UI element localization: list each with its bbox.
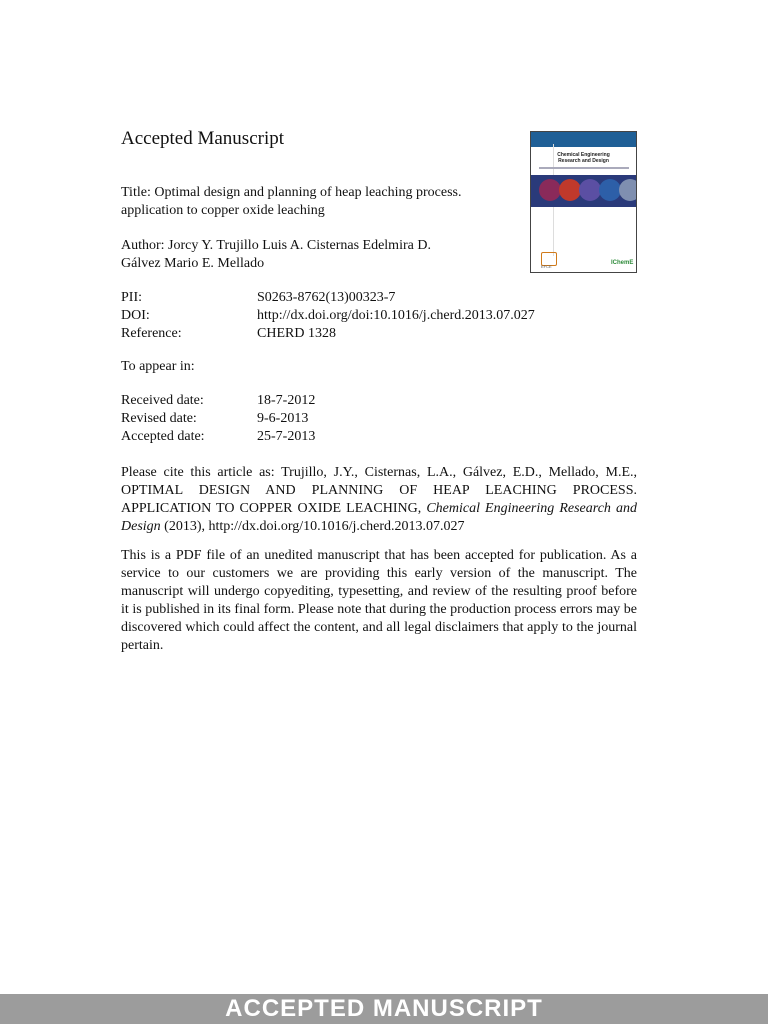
cover-circle-2 xyxy=(559,179,581,201)
identifier-row xyxy=(121,289,535,307)
cover-journal-line: Chemical Engineering xyxy=(557,152,610,158)
article-authors xyxy=(121,237,501,273)
page-title: Accepted Manuscript xyxy=(121,128,285,149)
date-value: 25-7-2013 xyxy=(257,429,316,444)
appear-in-label: To appear in: xyxy=(121,359,195,374)
pii-value: S0263-8762(13)00323-7 xyxy=(257,290,396,305)
cover-journal-title xyxy=(531,152,636,164)
date-row xyxy=(121,392,315,410)
identifier-label: DOI: xyxy=(121,308,150,323)
citation-doi[interactable]: (2013), http://dx.doi.org/10.1016/j.cherd.2013.07.027 xyxy=(160,519,465,534)
banner-text: ACCEPTED MANUSCRIPT xyxy=(225,995,543,1022)
date-value: 18-7-2012 xyxy=(257,393,316,408)
date-row xyxy=(121,428,315,446)
identifier-row xyxy=(121,307,535,325)
cover-circle-5 xyxy=(619,179,637,201)
efce-label: EFCE xyxy=(541,264,552,269)
article-title-line: application to copper oxide leaching xyxy=(121,203,325,218)
identifier-label: Reference: xyxy=(121,326,182,341)
manuscript-notice: This is a PDF file of an unedited manuscript that has been accepted for publication. As a service to our customers we are providing this early version of the manuscript. The manuscript will undergo copyediting, typesetting, and review of the resulting proof before it is published in its final form. Please note that during the production process errors may be discovered which could affect the content, and all legal disclaimers that apply to the journal pertain. xyxy=(121,548,637,653)
date-row xyxy=(121,410,315,428)
icheme-logo: IChemE xyxy=(611,260,634,266)
citation-paragraph xyxy=(121,464,637,536)
accepted-manuscript-banner xyxy=(0,994,768,1024)
date-value: 9-6-2013 xyxy=(257,411,309,426)
cover-journal-line: Research and Design xyxy=(558,158,609,164)
cover-subtitle-rule xyxy=(539,167,629,169)
author-line: Gálvez Mario E. Mellado xyxy=(121,256,265,271)
journal-cover-image xyxy=(530,131,637,273)
citation-text: Please cite this article as: Trujillo, J.Y., Cisternas, L.A., Gálvez, E.D., Mellado, M.E., OPTIMAL DESIGN AND PLANNING OF HEAP LEACHING PROCESS. APPLICATION TO COPPER OXIDE LEACHING, xyxy=(121,465,637,516)
date-label: Received date: xyxy=(121,393,204,408)
reference-value: CHERD 1328 xyxy=(257,326,336,341)
dates-table xyxy=(121,392,315,446)
identifier-table xyxy=(121,289,535,343)
date-label: Accepted date: xyxy=(121,429,205,444)
identifier-row xyxy=(121,325,535,343)
cover-circle-4 xyxy=(599,179,621,201)
journal-name: Chemical Engineering Research and Design xyxy=(121,501,637,534)
cover-circle-1 xyxy=(539,179,561,201)
identifier-label: PII: xyxy=(121,290,142,305)
cover-header-bar xyxy=(531,132,636,147)
article-title-line: Title: Optimal design and planning of heap leaching process. xyxy=(121,185,462,200)
date-label: Revised date: xyxy=(121,411,197,426)
article-title xyxy=(121,184,501,220)
doi-link[interactable]: http://dx.doi.org/doi:10.1016/j.cherd.2013.07.027 xyxy=(257,308,535,323)
author-line: Author: Jorcy Y. Trujillo Luis A. Cisternas Edelmira D. xyxy=(121,238,431,253)
cover-circle-3 xyxy=(579,179,601,201)
